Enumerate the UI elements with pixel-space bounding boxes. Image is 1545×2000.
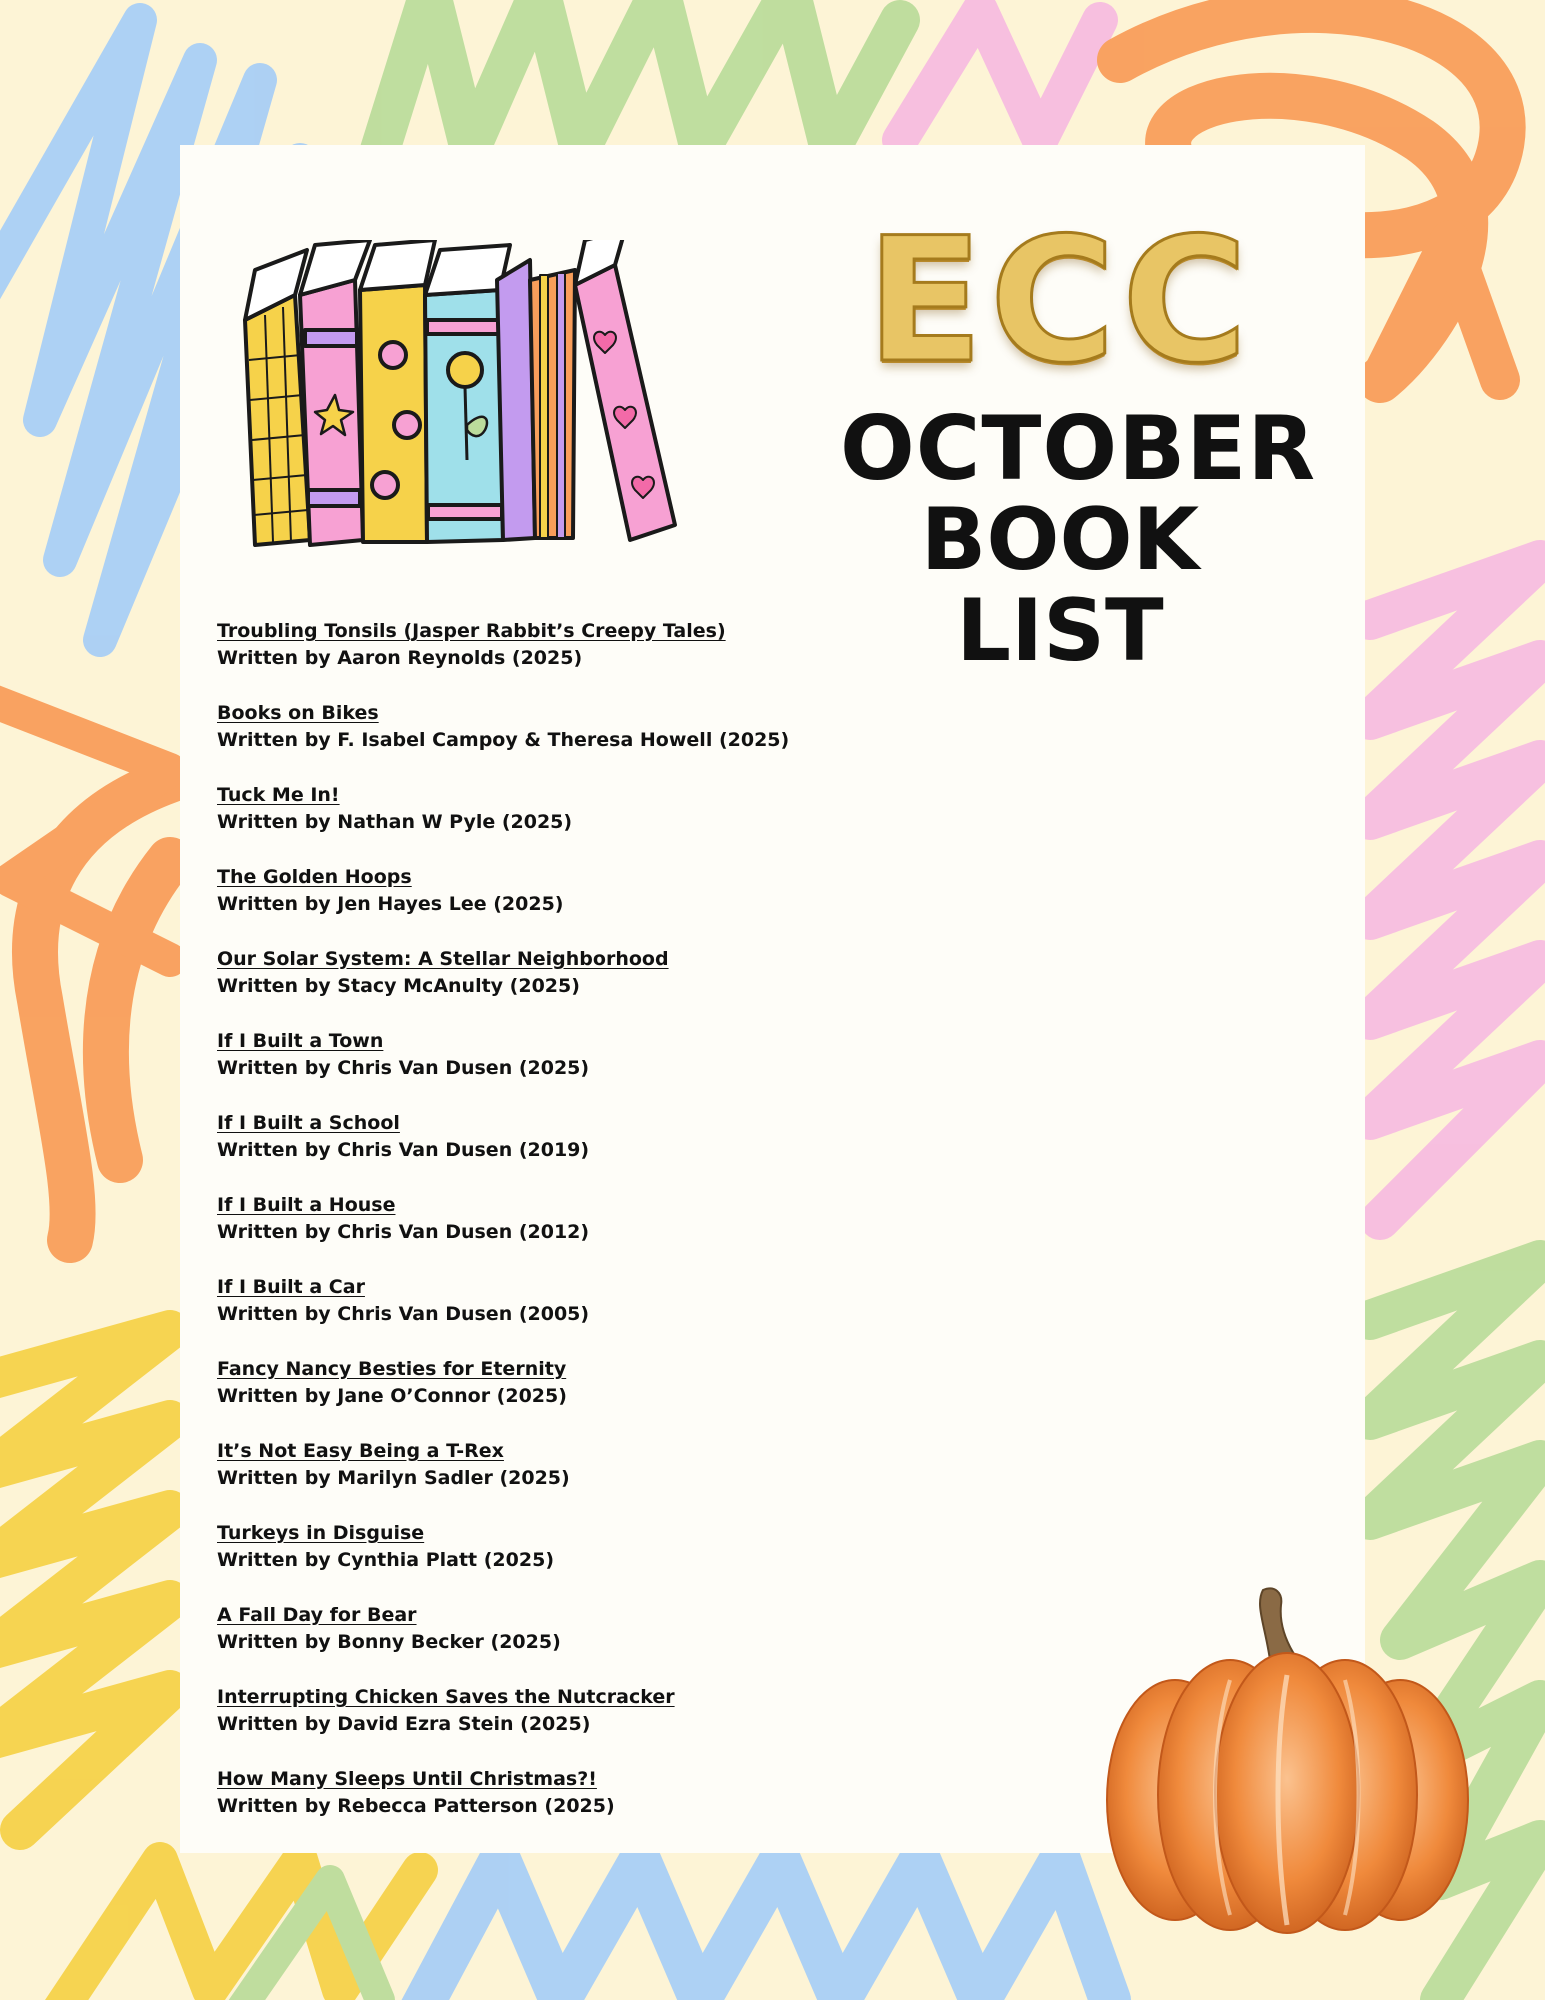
list-item	[217, 1684, 917, 1766]
book-author: Written by Chris Van Dusen (2012)	[217, 1221, 590, 1243]
list-item	[217, 782, 917, 864]
book-title-link[interactable]: Interrupting Chicken Saves the Nutcracker	[217, 1686, 675, 1708]
book-title-link[interactable]: Troubling Tonsils (Jasper Rabbit’s Creepy Tales)	[217, 620, 726, 642]
book-title-link[interactable]: Tuck Me In!	[217, 784, 340, 806]
list-item	[217, 1028, 917, 1110]
book-author: Written by Cynthia Platt (2025)	[217, 1549, 554, 1571]
list-item	[217, 1766, 917, 1848]
book-title-link[interactable]: It’s Not Easy Being a T-Rex	[217, 1440, 504, 1462]
book-title-link[interactable]: The Golden Hoops	[217, 866, 412, 888]
list-item	[217, 1356, 917, 1438]
book-list	[217, 618, 917, 1848]
pumpkin-icon	[1105, 1585, 1470, 1940]
list-item	[217, 1438, 917, 1520]
book-title-link[interactable]: Our Solar System: A Stellar Neighborhood	[217, 948, 669, 970]
book-title-link[interactable]: If I Built a Town	[217, 1030, 384, 1052]
book-author: Written by Rebecca Patterson (2025)	[217, 1795, 615, 1817]
book-author: Written by Stacy McAnulty (2025)	[217, 975, 580, 997]
list-item	[217, 1520, 917, 1602]
ecc-logo-text: ECC	[866, 200, 1254, 401]
title-block	[840, 200, 1317, 681]
list-item	[217, 946, 917, 1028]
book-author: Written by Aaron Reynolds (2025)	[217, 647, 583, 669]
book-title-link[interactable]: Fancy Nancy Besties for Eternity	[217, 1358, 567, 1380]
list-item	[217, 864, 917, 946]
book-author: Written by Bonny Becker (2025)	[217, 1631, 561, 1653]
book-author: Written by David Ezra Stein (2025)	[217, 1713, 591, 1735]
list-item	[217, 700, 917, 782]
list-item	[217, 1192, 917, 1274]
book-title-link[interactable]: Turkeys in Disguise	[217, 1522, 425, 1544]
books-stack-icon	[235, 240, 695, 560]
book-title-link[interactable]: If I Built a House	[217, 1194, 396, 1216]
book-author: Written by Jane O’Connor (2025)	[217, 1385, 567, 1407]
list-item	[217, 1274, 917, 1356]
book-author: Written by Marilyn Sadler (2025)	[217, 1467, 570, 1489]
book-title-link[interactable]: How Many Sleeps Until Christmas?!	[217, 1768, 597, 1790]
book-author: Written by Chris Van Dusen (2005)	[217, 1303, 590, 1325]
title-line-book-list: BOOK LIST	[920, 490, 1200, 681]
list-item	[217, 618, 917, 700]
book-title-link[interactable]: A Fall Day for Bear	[217, 1604, 417, 1626]
list-item	[217, 1602, 917, 1684]
list-item	[217, 1110, 917, 1192]
title-line-october: OCTOBER	[840, 397, 1317, 500]
book-title-link[interactable]: If I Built a School	[217, 1112, 400, 1134]
book-author: Written by Chris Van Dusen (2019)	[217, 1139, 590, 1161]
book-title-link[interactable]: If I Built a Car	[217, 1276, 365, 1298]
book-author: Written by F. Isabel Campoy & Theresa Howell (2025)	[217, 729, 790, 751]
book-title-link[interactable]: Books on Bikes	[217, 702, 379, 724]
book-author: Written by Jen Hayes Lee (2025)	[217, 893, 564, 915]
book-author: Written by Chris Van Dusen (2025)	[217, 1057, 590, 1079]
book-author: Written by Nathan W Pyle (2025)	[217, 811, 573, 833]
